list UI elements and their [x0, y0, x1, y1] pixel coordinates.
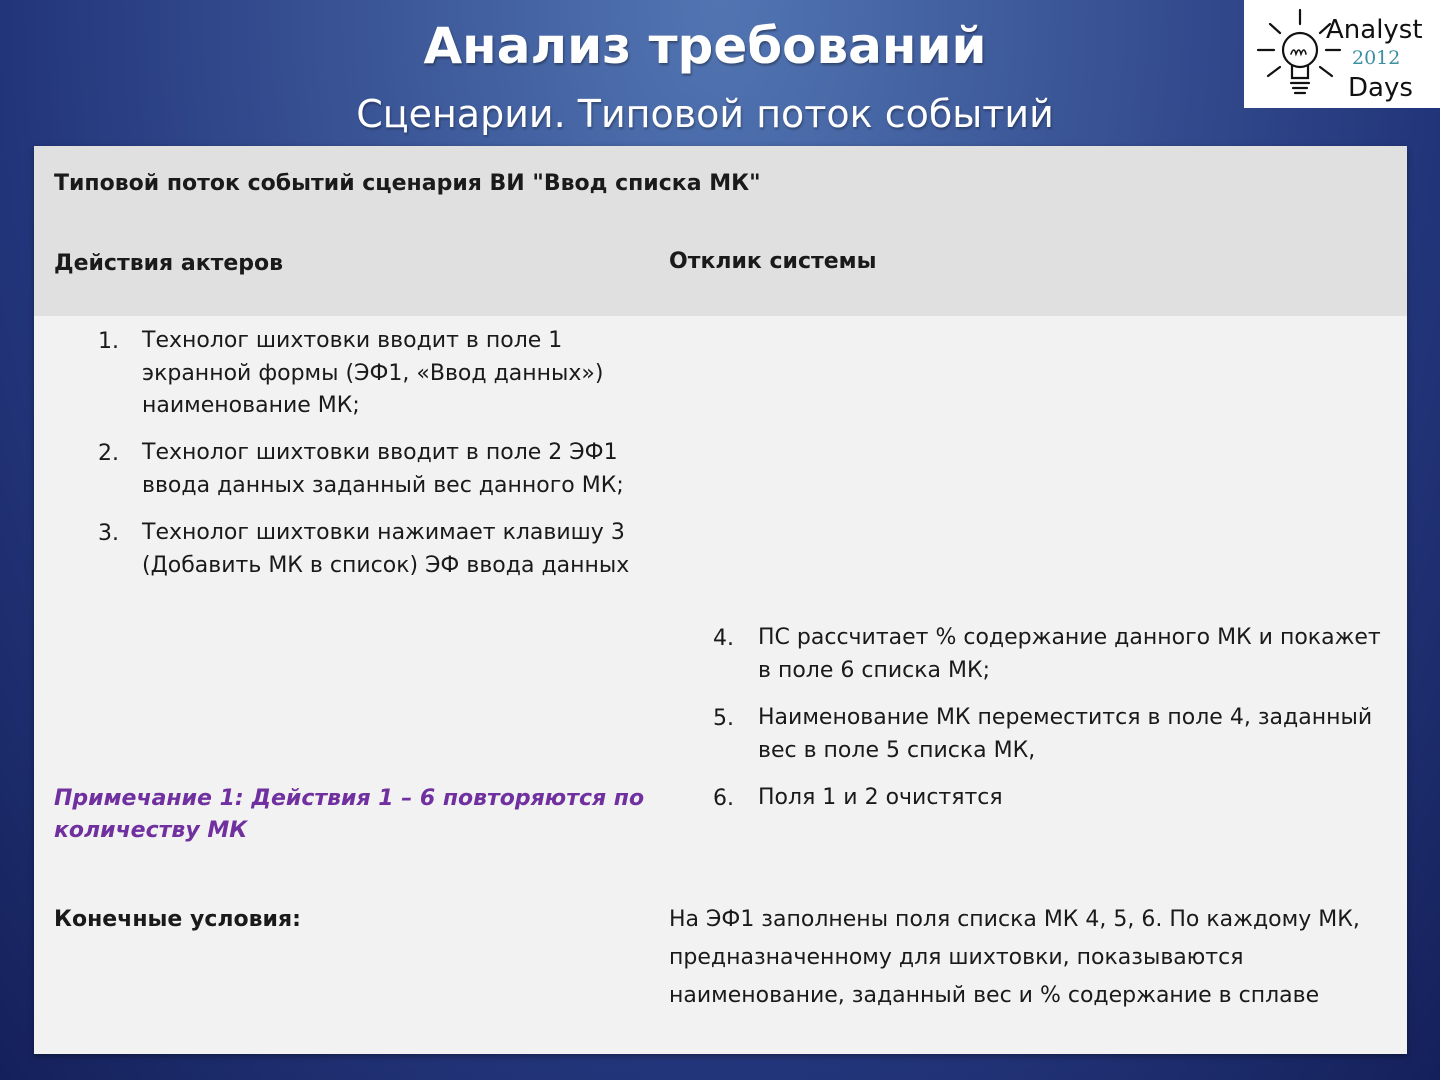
system-step-text: ПС рассчитает % содержание данного МК и покажет в поле 6 списка МК; — [758, 625, 1381, 683]
final-conditions-text: На ЭФ1 заполнены поля списка МК 4, 5, 6. По каждому МК, предназначенному для шихтовки, показываются наименование, заданный вес и % содержание в сплаве — [669, 907, 1360, 1008]
system-step-number: 6. — [713, 786, 734, 811]
actor-step-text: Технолог шихтовки вводит в поле 2 ЭФ1 ввода данных заданный вес данного МК; — [142, 440, 624, 498]
actor-step-number: 3. — [98, 521, 119, 546]
note-repeat: Примечание 1: Действия 1 – 6 повторяются по количеству МК — [54, 786, 645, 843]
analyst-days-logo — [1244, 0, 1440, 108]
system-step-text: Поля 1 и 2 очистятся — [758, 785, 1003, 810]
logo-year: 2012 — [1352, 47, 1401, 69]
final-conditions-label: Конечные условия: — [54, 907, 301, 932]
actor-step-text: Технолог шихтовки вводит в поле 1 экранной формы (ЭФ1, «Ввод данных») наименование МК; — [142, 328, 604, 418]
table-heading: Типовой поток событий сценария ВИ "Ввод списка МК" — [54, 171, 761, 196]
column-header-system: Отклик системы — [669, 249, 877, 274]
slide-title: Анализ требований — [423, 17, 987, 75]
system-step-number: 4. — [713, 626, 734, 651]
logo-word-days: Days — [1348, 73, 1413, 103]
scenario-table — [34, 146, 1407, 1054]
actor-step-text: Технолог шихтовки нажимает клавишу 3 (Добавить МК в список) ЭФ ввода данных — [142, 520, 630, 578]
slide-subtitle: Сценарии. Типовой поток событий — [356, 92, 1054, 136]
actor-step-number: 2. — [98, 441, 119, 466]
system-step-number: 5. — [713, 706, 734, 731]
system-step-text: Наименование МК переместится в поле 4, заданный вес в поле 5 списка МК, — [758, 705, 1373, 763]
column-header-actors: Действия актеров — [54, 251, 284, 276]
actor-step-number: 1. — [98, 329, 119, 354]
logo-word-analyst: Analyst — [1326, 15, 1423, 45]
